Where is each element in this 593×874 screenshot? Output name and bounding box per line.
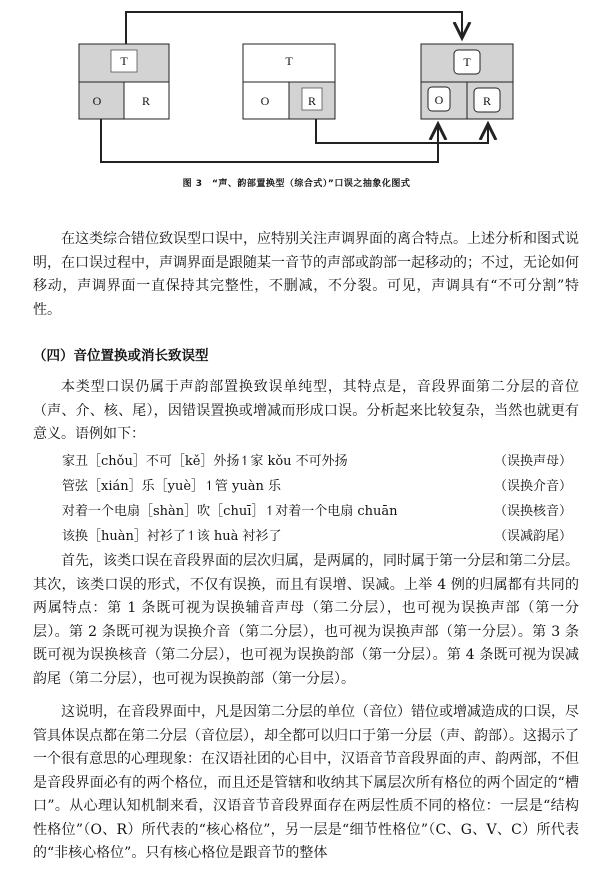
example-text: 家丑［chǒu］不可［kě］外扬↿家 kǒu 不可外扬 (62, 454, 348, 469)
box-left (79, 44, 169, 119)
example-row (62, 525, 572, 547)
box-right (421, 44, 513, 119)
box-middle-top-label: T (285, 54, 293, 68)
section-heading: （四）音位置换或消长致误型 (33, 348, 209, 364)
example-note: （误换核音） (493, 504, 572, 519)
box-right-top-label: T (463, 55, 471, 69)
example-row (62, 450, 572, 472)
box-left-o-label: O (92, 94, 102, 108)
box-middle (243, 44, 335, 119)
figure-caption: 图 3 “声、韵部置换型（综合式）”口误之抽象化图式 (182, 179, 411, 189)
example-row (62, 475, 572, 497)
box-left-r-label: R (141, 94, 151, 108)
example-note: （误换声母） (493, 454, 572, 469)
figure-diagram (0, 0, 593, 200)
paragraph-1: 在这类综合错位致误型口误中，应特别关注声调界面的离合特点。上述分析和图式说明，在口误过程中，声调界面是跟随某一音节的声部或韵部一起移动的；不过，无论如何移动，声调界面一直保持其完整性，不删减，不分裂。可见，声调具有“不可分割”特性。 (33, 231, 579, 318)
box-right-r-label: R (482, 94, 492, 108)
paragraph-2: 本类型口误仍属于声韵部置换致误单纯型，其特点是，音段界面第二分层的音位（声、介、核、尾），因错误置换或增减而形成口误。分析起来比较复杂，当然也就更有意义。语例如下： (33, 379, 579, 442)
box-middle-o-label: O (260, 94, 270, 108)
example-text: 管弦［xián］乐［yuè］↿管 yuàn 乐 (62, 479, 282, 494)
box-middle-r-label: R (307, 94, 317, 108)
example-row (62, 500, 572, 522)
example-note: （误减韵尾） (493, 529, 572, 544)
box-right-o-label: O (434, 93, 444, 107)
box-left-top-label: T (120, 54, 128, 68)
bottom-arrow-left (101, 119, 438, 162)
bottom-arrow-middle (316, 119, 488, 143)
example-text: 该换［huàn］衬衫了↿该 huà 衬衫了 (62, 529, 282, 544)
example-text: 对着一个电扇［shàn］吹［chuī］↿对着一个电扇 chuān (62, 504, 398, 519)
paragraph-4: 这说明，在音段界面中，凡是因第二分层的单位（音位）错位或增减造成的口误，尽管具体误点都在第二分层（音位层），却全都可以归口于第一分层（声、韵部）。这揭示了一个很有意思的心理现象：在汉语社团的心目中，汉语音节音段界面的声、韵两部，不但是音段界面必有的两个格位，而且还是管辖和收纳其下属层次所有格位的两个固定的“槽口”。从心理认知机制来看，汉语音节音段界面存在两层性质不同的格位：一层是“结构性格位”（O、R）所代表的“核心格位”，另一层是“细节性格位”（C、G、V、C）所代表的“非核心格位”。只有核心格位是跟音节的整体 (33, 704, 579, 861)
paragraph-3: 首先，该类口误在音段界面的层次归属，是两属的，同时属于第一分层和第二分层。其次，该类口误的形式，不仅有误换，而且有误增、误减。上举 4 例的归属都有共同的两属特点：第 1 条既可视为误换辅音声母（第二分层），也可视为误换声部（第一分层）。第 2 条既可视为误换介音（第二分层），也可视为误换声部（第一分层）。第 3 条既可视为误换核音（第二分层），也可视为误换韵部（第一分层）。第 4 条既可视为误减韵尾（第二分层），也可视为误换韵部（第一分层）。 (33, 553, 579, 687)
figure-3 (0, 0, 593, 200)
example-note: （误换介音） (493, 479, 572, 494)
